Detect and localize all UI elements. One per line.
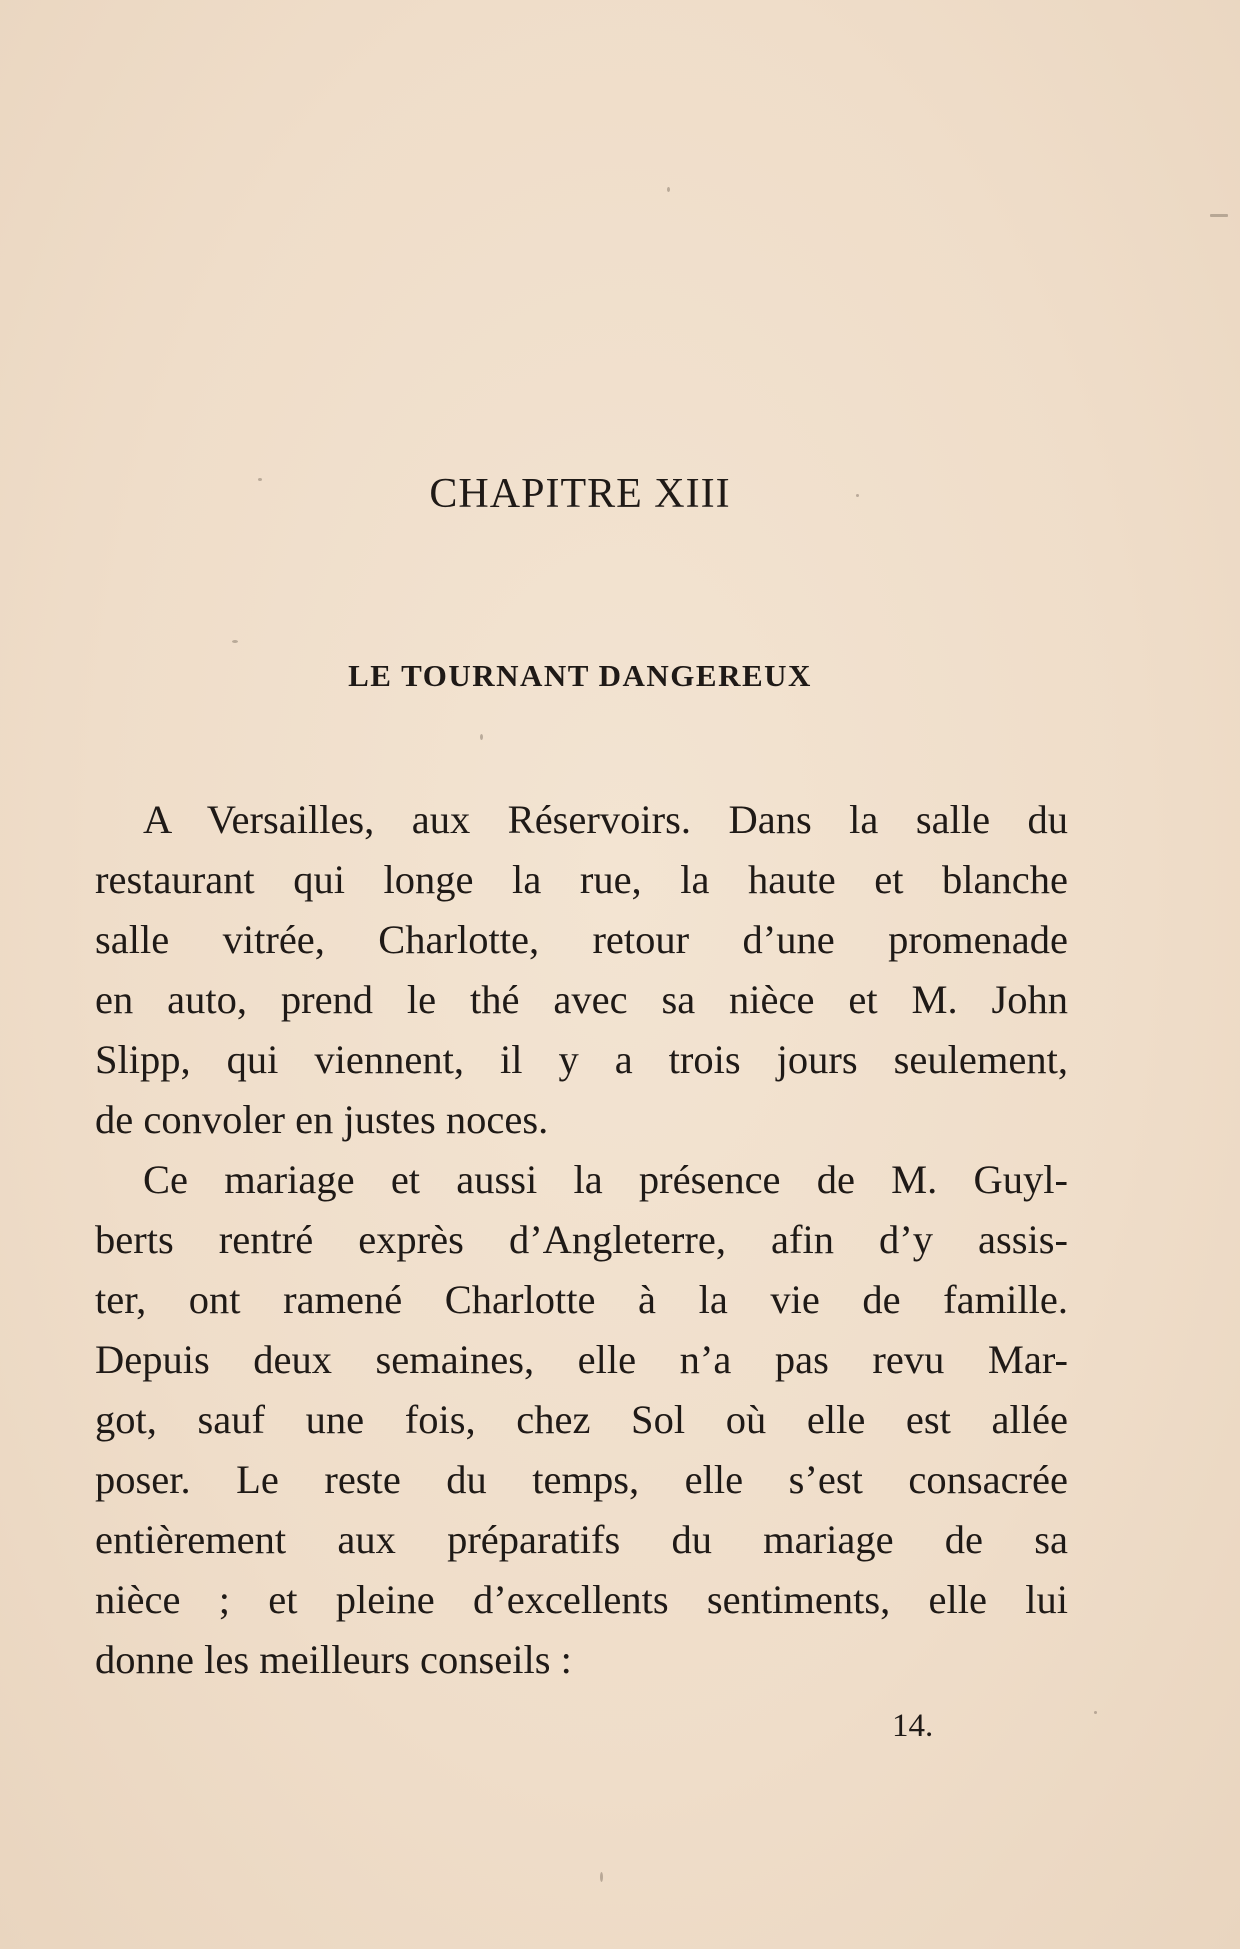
text-line: en auto, prend le thé avec sa nièce et M. John — [95, 977, 1068, 1022]
text-line: got, sauf une fois, chez Sol où elle est allée — [95, 1397, 1068, 1442]
text-line: Ce mariage et aussi la présence de M. Guyl- — [143, 1157, 1068, 1202]
text-line: ter, ont ramené Charlotte à la vie de famille. — [95, 1277, 1068, 1322]
text-line: restaurant qui longe la rue, la haute et blanche — [95, 857, 1068, 902]
chapter-title: CHAPITRE XIII — [429, 471, 731, 517]
signature-mark: 14. — [892, 1708, 934, 1744]
text-line: A Versailles, aux Réservoirs. Dans la salle du — [143, 797, 1068, 842]
text-line: de convoler en justes noces. — [95, 1097, 549, 1142]
paper-speck — [667, 187, 670, 192]
paper-speck — [480, 734, 483, 740]
body-text — [95, 790, 1068, 1690]
text-line: berts rentré exprès d’Angleterre, afin d’y assis- — [95, 1217, 1068, 1262]
text-line: nièce ; et pleine d’excellents sentiments, elle lui — [95, 1577, 1068, 1622]
text-line: salle vitrée, Charlotte, retour d’une promenade — [95, 917, 1068, 962]
paper-speck — [600, 1872, 603, 1882]
chapter-subtitle: LE TOURNANT DANGEREUX — [348, 658, 812, 693]
paragraph-1 — [95, 790, 1068, 1150]
paper-speck — [1210, 214, 1228, 217]
text-line: donne les meilleurs conseils : — [95, 1637, 572, 1682]
text-line: Slipp, qui viennent, il y a trois jours seulement, — [95, 1037, 1068, 1082]
text-line: entièrement aux préparatifs du mariage de sa — [95, 1517, 1068, 1562]
paragraph-2 — [95, 1150, 1068, 1690]
text-line: Depuis deux semaines, elle n’a pas revu Mar- — [95, 1337, 1068, 1382]
paper-speck — [1094, 1711, 1097, 1714]
paper-speck — [232, 640, 238, 643]
text-line: poser. Le reste du temps, elle s’est consacrée — [95, 1457, 1068, 1502]
